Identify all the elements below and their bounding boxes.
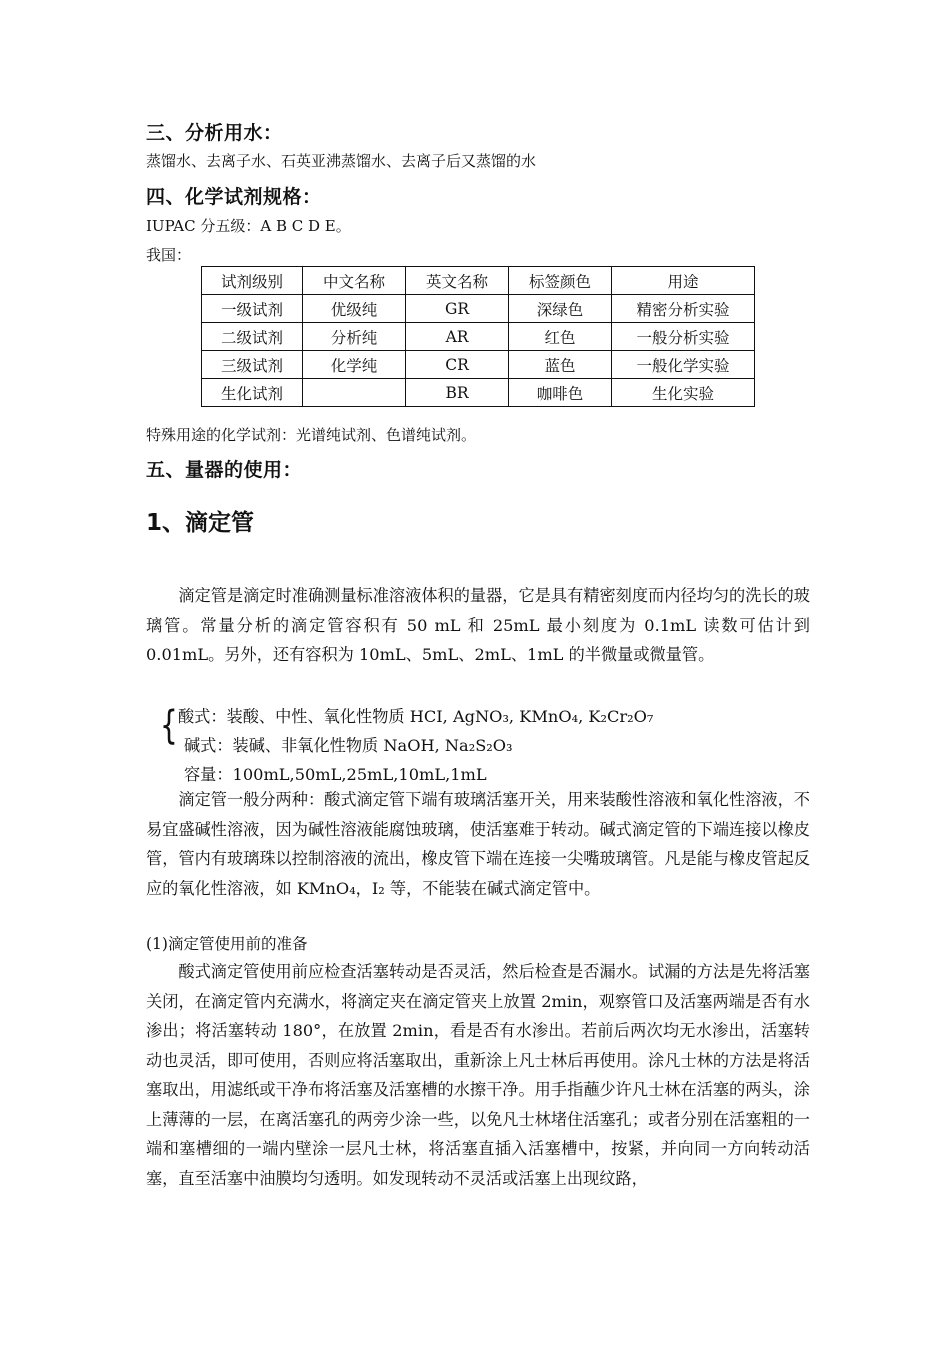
capacity-line: 容量：100mL,50mL,25mL,10mL,1mL xyxy=(184,765,487,784)
section-4-title: 四、化学试剂规格： xyxy=(146,186,322,208)
table-cell: 分析纯 xyxy=(303,323,406,351)
table-cell xyxy=(303,379,406,407)
table-header-cell: 英文名称 xyxy=(406,267,509,295)
table-header-cell: 中文名称 xyxy=(303,267,406,295)
reagent-grade-table xyxy=(201,266,755,407)
table-row xyxy=(202,295,755,323)
table-cell: 精密分析实验 xyxy=(612,295,755,323)
table-cell: 蓝色 xyxy=(509,351,612,379)
brace-symbol: { xyxy=(160,702,178,749)
table-cell: CR xyxy=(406,351,509,379)
preparation-subtitle: (1)滴定管使用前的准备 xyxy=(146,935,308,953)
base-burette-line: 碱式：装碱、非氧化性物质 NaOH, Na₂S₂O₃ xyxy=(184,736,513,755)
table-cell: 生化实验 xyxy=(612,379,755,407)
table-header-cell: 用途 xyxy=(612,267,755,295)
table-cell: 一般分析实验 xyxy=(612,323,755,351)
section-3-text: 蒸馏水、去离子水、石英亚沸蒸馏水、去离子后又蒸馏的水 xyxy=(146,152,537,170)
table-cell: 一级试剂 xyxy=(202,295,303,323)
table-row xyxy=(202,351,755,379)
table-cell: AR xyxy=(406,323,509,351)
section-5-title: 五、量器的使用： xyxy=(146,459,303,481)
table-cell: BR xyxy=(406,379,509,407)
table-cell: 化学纯 xyxy=(303,351,406,379)
table-row xyxy=(202,323,755,351)
table-header-row xyxy=(202,267,755,295)
acid-burette-line: 酸式：装酸、中性、氧化性物质 HCI, AgNO₃, KMnO₄, K₂Cr₂O₇ xyxy=(178,707,654,726)
table-cell: 二级试剂 xyxy=(202,323,303,351)
iupac-line: IUPAC 分五级：A B C D E。 xyxy=(146,217,351,235)
special-reagents-line: 特殊用途的化学试剂：光谱纯试剂、色谱纯试剂。 xyxy=(146,426,477,444)
burette-heading: 1、滴定管 xyxy=(146,510,255,536)
table-cell: GR xyxy=(406,295,509,323)
burette-types-paragraph: 滴定管一般分两种：酸式滴定管下端有玻璃活塞开关，用来装酸性溶液和氧化性溶液，不易宜盛碱性溶液，因为碱性溶液能腐蚀玻璃，使活塞难于转动。碱式滴定管的下端连接以橡皮管，管内有玻璃珠以控制溶液的流出，橡皮管下端在连接一尖嘴玻璃管。凡是能与橡皮管起反应的氧化性溶液，如 KMnO₄，I₂ 等，不能装在碱式滴定管中。 xyxy=(146,790,810,898)
table-cell: 优级纯 xyxy=(303,295,406,323)
table-header-cell: 试剂级别 xyxy=(202,267,303,295)
table-cell: 红色 xyxy=(509,323,612,351)
preparation-paragraph: 酸式滴定管使用前应检查活塞转动是否灵活，然后检查是否漏水。试漏的方法是先将活塞关闭，在滴定管内充满水，将滴定夹在滴定管夹上放置 2min，观察管口及活塞两端是否有水渗出；将活塞转动 180°，在放置 2min，看是否有水渗出。若前后两次均无水渗出，活塞转动也灵活，即可使用，否则应将活塞取出，重新涂上凡士林后再使用。涂凡士林的方法是将活塞取出，用滤纸或干净布将活塞及活塞槽的水擦干净。用手指蘸少许凡士林在活塞的两头，涂上薄薄的一层，在离活塞孔的两旁少涂一些，以免凡士林堵住活塞孔；或者分别在活塞粗的一端和塞槽细的一端内壁涂一层凡士林，将活塞直插入活塞槽中，按紧，并向同一方向转动活塞，直至活塞中油膜均匀透明。如发现转动不灵活或活塞上出现纹路， xyxy=(146,962,810,1188)
table-row xyxy=(202,379,755,407)
table-cell: 咖啡色 xyxy=(509,379,612,407)
china-label: 我国： xyxy=(146,246,192,264)
section-3-title: 三、分析用水： xyxy=(146,122,283,144)
burette-intro-paragraph: 滴定管是滴定时准确测量标准溶液体积的量器，它是具有精密刻度而内径均匀的洗长的玻璃管。常量分析的滴定管容积有 50 mL 和 25mL 最小刻度为 0.1mL 读数可估计到 0.01mL。另外，还有容积为 10mL、5mL、2mL、1mL 的半微量或微量管。 xyxy=(146,586,810,664)
table-cell: 一般化学实验 xyxy=(612,351,755,379)
table-cell: 生化试剂 xyxy=(202,379,303,407)
table-header-cell: 标签颜色 xyxy=(509,267,612,295)
table-cell: 三级试剂 xyxy=(202,351,303,379)
table-cell: 深绿色 xyxy=(509,295,612,323)
